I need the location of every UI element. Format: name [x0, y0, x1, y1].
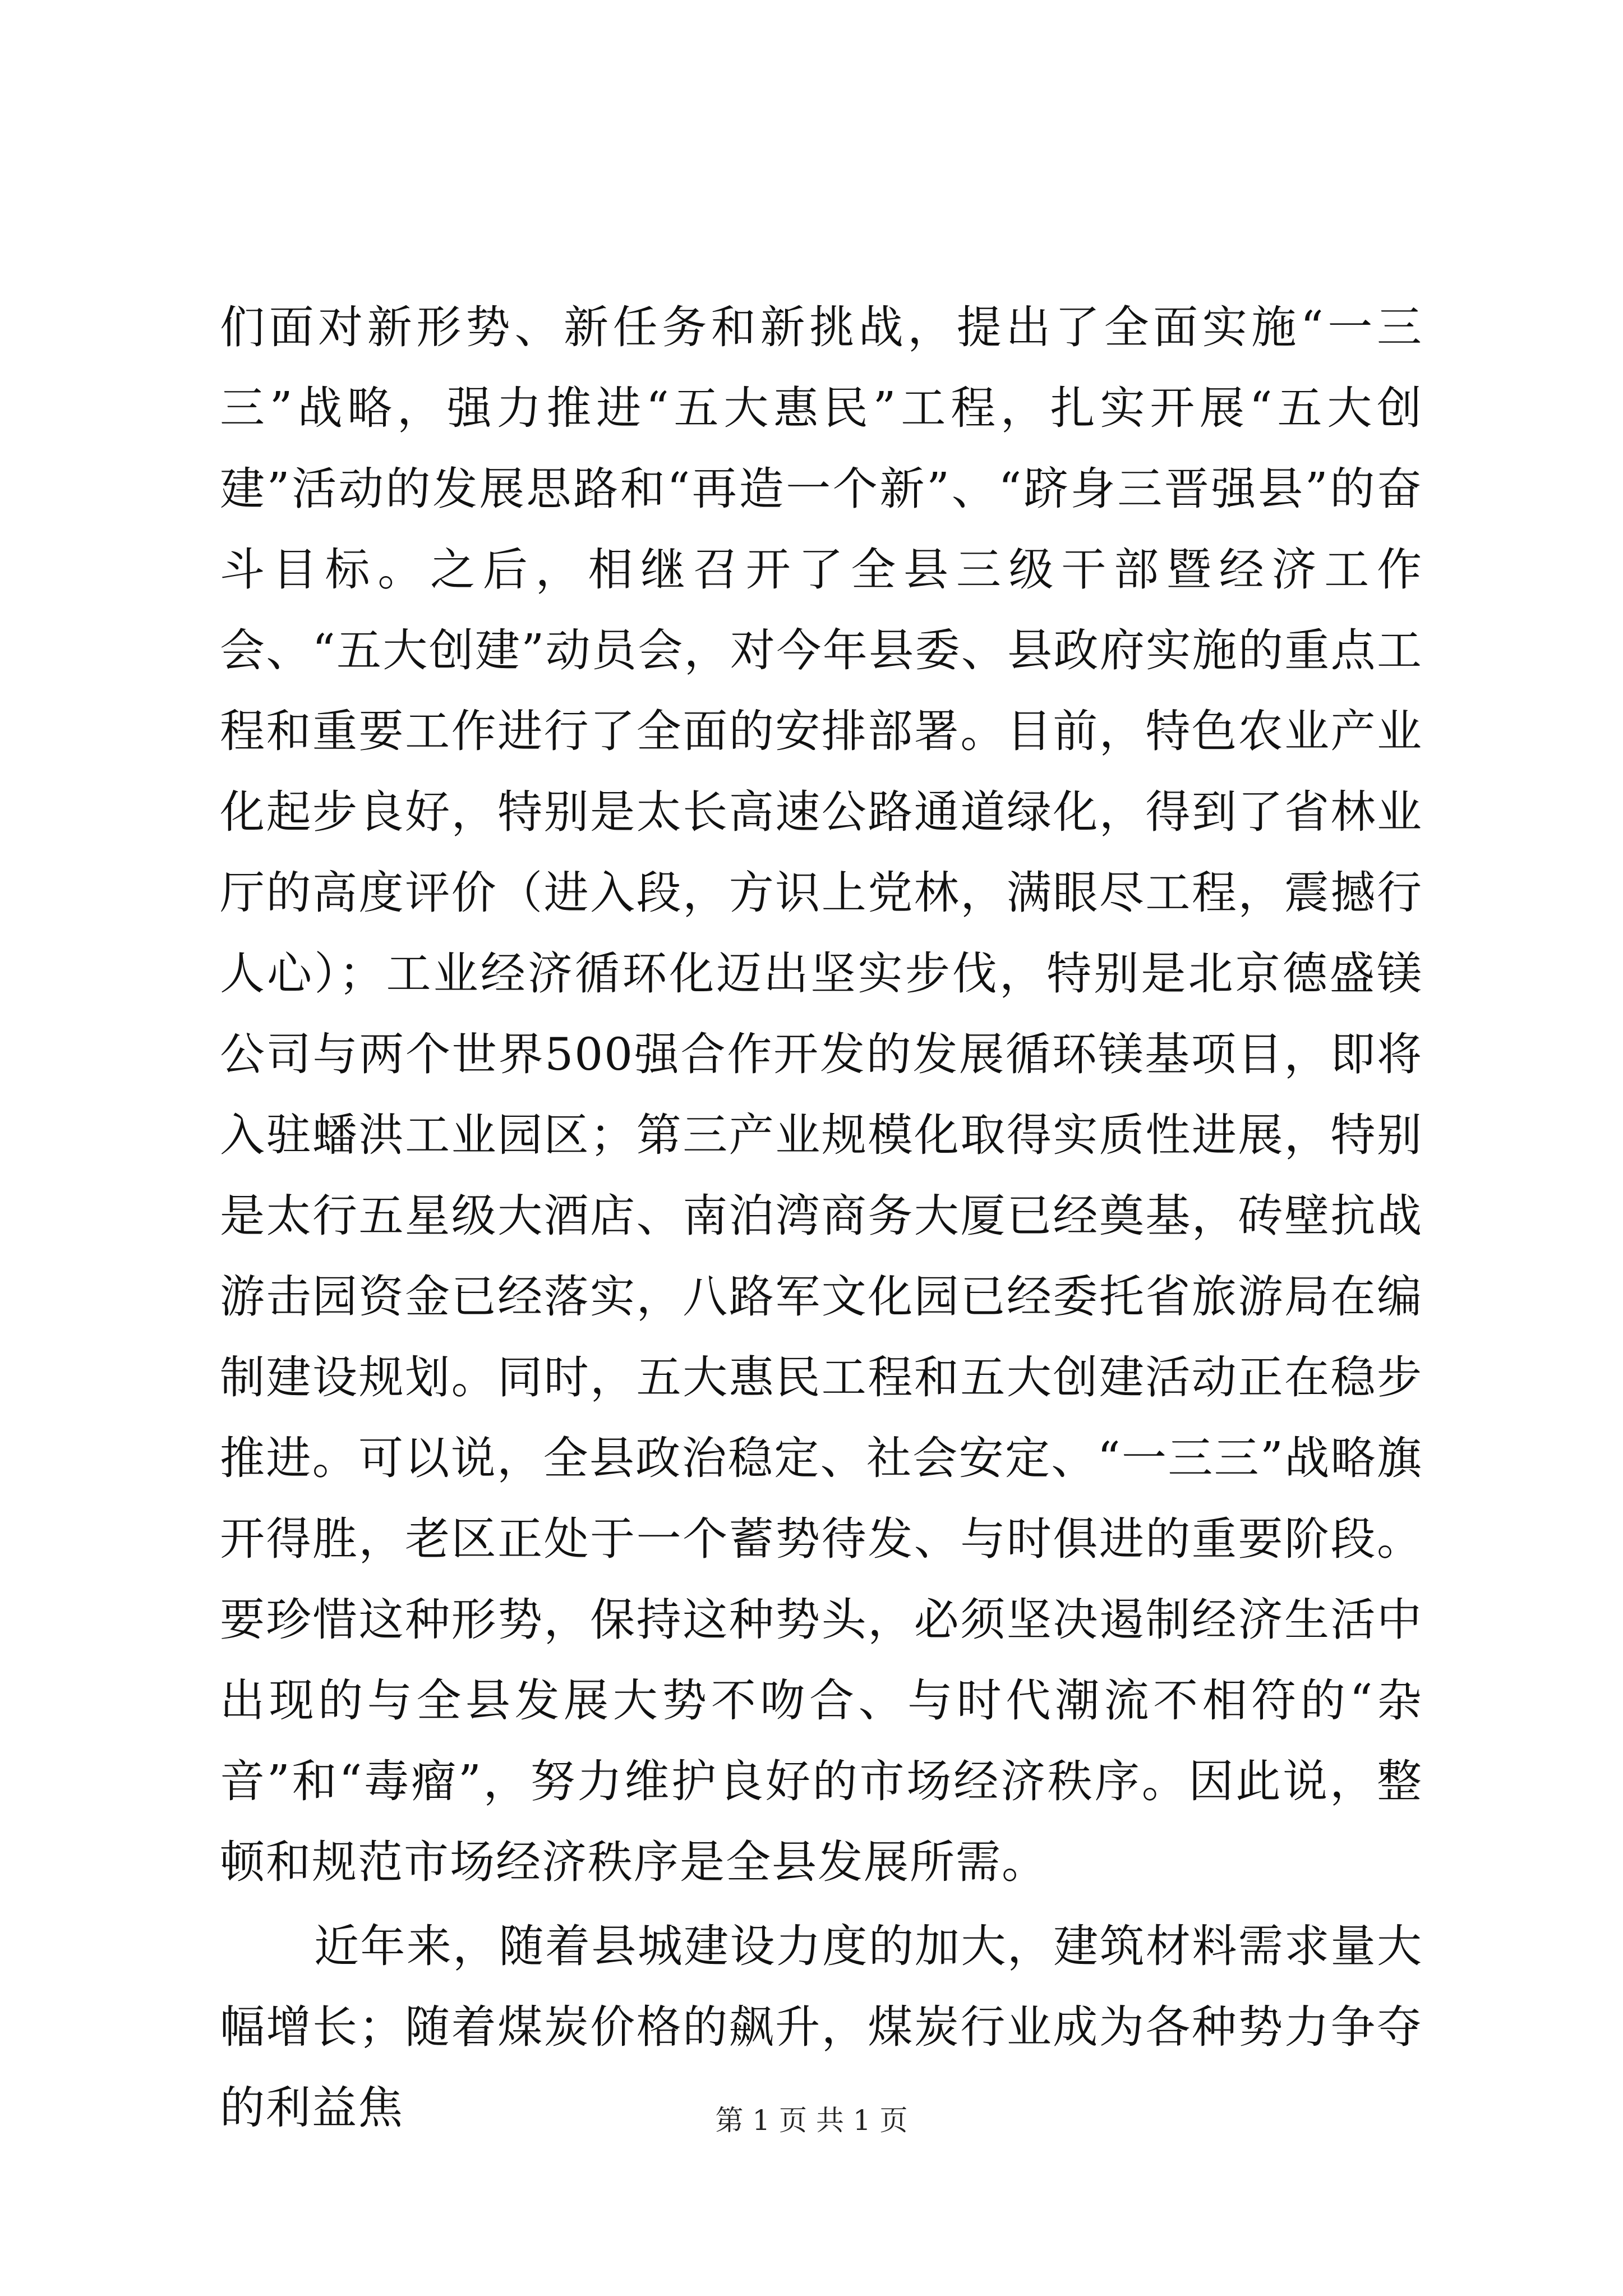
body-paragraph-2: 近年来，随着县城建设力度的加大，建筑材料需求量大幅增长；随着煤炭价格的飙升，煤炭行业成为各种势力争夺的利益焦	[220, 1920, 1423, 2134]
document-body	[220, 287, 1423, 2148]
page-footer	[0, 2104, 1623, 2137]
body-paragraph-1: 们面对新形势、新任务和新挑战，提出了全面实施“一三三”战略，强力推进“五大惠民”工程，扎实开展“五大创建”活动的发展思路和“再造一个新”、“跻身三晋强县”的奋斗目标。之后，相继召开了全县三级干部暨经济工作会、“五大创建”动员会，对今年县委、县政府实施的重点工程和重要工作进行了全面的安排部署。目前，特色农业产业化起步良好，特别是太长高速公路通道绿化，得到了省林业厅的高度评价（进入段，方识上党林，满眼尽工程，震撼行人心）；工业经济循环化迈出坚实步伐，特别是北京德盛镁公司与两个世界500强合作开发的发展循环镁基项目，即将入驻蟠洪工业园区；第三产业规模化取得实质性进展，特别是太行五星级大酒店、南泊湾商务大厦已经奠基，砖壁抗战游击园资金已经落实，八路军文化园已经委托省旅游局在编制建设规划。同时，五大惠民工程和五大创建活动正在稳步推进。可以说，全县政治稳定、社会安定、“一三三”战略旗开得胜，老区正处于一个蓄势待发、与时俱进的重要阶段。要珍惜这种形势，保持这种势头，必须坚决遏制经济生活中出现的与全县发展大势不吻合、与时代潮流不相符的“杂音”和“毒瘤”，努力维护良好的市场经济秩序。因此说，整顿和规范市场经济秩序是全县发展所需。	[220, 301, 1423, 1888]
page-number: 第 1 页 共 1 页	[715, 2104, 908, 2137]
